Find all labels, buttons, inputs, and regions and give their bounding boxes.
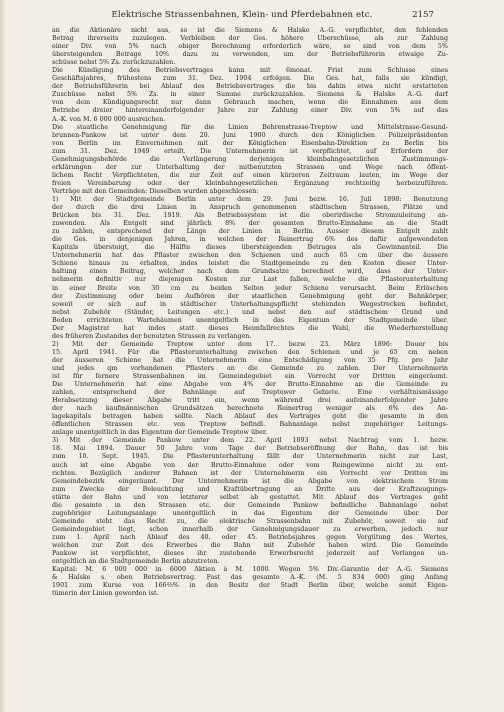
text-line: Gemeinde steht das Recht zu, die elektrische Strassenbahn mit Zubehör, soweit sie auf: [52, 517, 448, 525]
text-line: Verträge mit den Gemeinden: Dieselben wurden abgeschlossen:: [52, 187, 259, 195]
text-line: an die Aktionäre nicht aus, so ist die Siemens & Halske A.-G. verpflichtet, den fehlenden: [52, 27, 448, 34]
text-line: zu zahlen, entsprechend der Länge der Linien in Berlin. Ausser diesem Entgelt zahlt: [52, 228, 448, 236]
text-line: A.-K. von M. 6 000 000 ausreichen.: [52, 115, 166, 123]
text-line: und jedes qm vorhandenen Pflasters an die Gemeinde zu zahlen. Der Unternehmerin: [52, 364, 448, 372]
text-line: Gemeindebezirk eingeräumt. Der Unternehmerin ist die Abgabe von elektrischem Strom: [52, 477, 448, 485]
body-text: [52, 27, 448, 598]
text-line: einer Div. von 5% nach obiger Berechnung erforderlich wäre, so sind von dem 5%: [52, 43, 448, 51]
running-header: Elektrische Strassenbahnen, Klein- und Pferdebahnen etc.: [111, 10, 373, 20]
text-line: anlage unentgeltlich in das Eigentum der Gemeinde Treptow über.: [52, 429, 268, 437]
text-line: der nach kaufmännischen Grundsätzen berechnete Reinertrag weniger als 6% des An-: [52, 405, 448, 413]
text-line: Zuschüsse nebst 5% Zs. in einer Summe zurückzuzahlen. Siemens & Halske A.-G. darf: [52, 91, 448, 99]
text-line: erklärungen der zur Unterhaltung der mitbenutzten Strassen und Wege nach öffent-: [52, 163, 448, 171]
text-line: Der Magistrat hat indes statt dieses Heimfallrechtes die Wahl, die Wiederherstellung: [52, 324, 448, 332]
text-line: schüsse nebst 5% Zs. zurückzuzahlen.: [52, 59, 176, 67]
text-line: Betriebe dreier hintereinanderfolgender Jahre zur Zahlung einer Div. von 5% auf das: [52, 107, 448, 115]
text-line: Die Unternehmerin hat eine Abgabe von 4% der Brutto-Einnahme an die Gemeinde zu: [52, 381, 448, 389]
text-line: der äusseren Schiene hat die Unternehmerin eine Entschädigung von 35 Pfg. pro Jahr: [52, 356, 448, 364]
text-line: zum 31. Dez. 1949 erteilt. Die Unternehmerin ist verpflichtet, auf Erfordern der: [52, 147, 448, 155]
text-line: soweit er sich auf in städtischer Unterhaltungspflicht stehenden Wegestrecken befindet,: [52, 300, 448, 308]
text-line: Pankow ist verpflichtet, dieses ihr zustehende Erwerbsrecht jederzeit auf Verlangen un-: [52, 550, 448, 558]
text-line: Unternehmerin hat das Pflaster zwischen den Schienen und auch 65 cm über die äussere: [52, 252, 448, 260]
text-line: Gemeindegebiet liegt, schon innerhalb der Genehmigungsdauer zu erwerben, jedoch nur: [52, 525, 448, 533]
text-line: öffentlichen Strassen etc. von Treptow befindl. Bahnanlage nebst zugehöriger Leitungs-: [52, 421, 448, 429]
text-line: lagekapitals betragen haben sollte. Nach Ablauf des Vertrages geht die gesamte in den: [52, 413, 448, 421]
text-line: Schiene hinaus zu erhalten, indes leistet die Stadtgemeinde zu den Kosten dieser Unter-: [52, 260, 448, 268]
text-line: 2) Mit der Gemeinde Treptow unter dem 17. bezw. 23. März 1896: Dauer bis: [52, 340, 448, 348]
text-line: welchen zur Zeit des Erwerbes die Bahn mit Zubehör haben wird. Die Gemeinde: [52, 542, 448, 549]
text-line: 15. April 1941. Für die Pflasterunterhaltung zwischen den Schienen und je 65 cm neben: [52, 348, 448, 356]
text-line: Geschäftsjahres, frühestens zum 31. Dez. 1904 erfolgen. Die Ges. hat, falls sie kündigt,: [52, 75, 448, 83]
text-line: Die Kündigung des Betriebsvertrages kann mit 6monat. Frist zum Schlusse eines: [52, 67, 448, 75]
text-line: ist für fernere Strassenbahnen im Gemeindegebiet ein Vorrecht vor Dritten eingeräumt.: [52, 373, 448, 381]
text-line: die gesamte in den Strassen etc. der Gemeinde Pankow befindliche Bahnanlage nebst: [52, 501, 448, 509]
text-line: von dem Kündigungsrecht nur dann Gebrauch machen, wenn die Einnahmen aus dem: [52, 99, 448, 107]
text-line: nehmerin definitiv nur diejenigen Kosten zur Last fallen, welche die Pflasterunterhaltung: [52, 276, 448, 284]
text-line: von Berlin im Einvernehmen mit der Königlichen Eisenbahn-Direktion zu Berlin bis: [52, 139, 448, 147]
text-line: & Halske s. oben Betriebsvertrag. Fast das gesamte A.-K. (M. 5 834 000) ging Anfang: [52, 574, 448, 582]
text-line: Boden errichteten Wartehäumen unentgeltlich in das Eigentum der Stadtgemeinde über.: [52, 316, 448, 324]
text-line: Kapitals übersteigt, die Hälfte dieses übersteigenden Betrages als Gewinnanteil. Die: [52, 244, 448, 252]
text-line: auch ist eine Abgabe von der Brutto-Einnahme oder vom Reingewinne nicht zu ent-: [52, 461, 448, 469]
page-binding-edge: [0, 0, 6, 712]
text-line: des früheren Zustandes der benutzten Strassen zu verlangen.: [52, 332, 252, 340]
text-line: nebst Zubehör (Ständer, Leitungen etc.) und nebst den auf städtischem Grund und: [52, 308, 448, 316]
text-line: Kapital: M. 6 000 000 in 6000 Aktien à M. 1000. Wegen 5% Div.-Garantie der A.-G. Siemens: [52, 566, 448, 574]
text-line: Die staatliche Genehmigung für die Linien Behrenstrasse-Treptow und Mittelstrasse-Gesund-: [52, 123, 448, 131]
text-line: brunnen-Pankow ist unter dem 20. Juni 1900 durch den Königlichen Polizeipräsidenten: [52, 131, 448, 139]
text-line: Brücken bis 31. Dez. 1919. Als Betriebssystem ist die oberirdische Stromzuleitung an-: [52, 212, 448, 220]
text-line: tümerin der Linien geworden ist.: [52, 590, 159, 598]
text-line: zahlen, entsprechend der Bahnlänge auf Treptower Gebiete. Eine verhältnismässige: [52, 389, 448, 397]
text-line: stätte der Bahn und von letzterer selbst ab gestattet. Mit Ablauf des Vertrages geht: [52, 493, 448, 501]
text-line: haltung einen Beitrag, welcher nach dem Grundsatze berechnet wird, dass der Unter-: [52, 268, 448, 276]
text-line: 1) Mit der Stadtgemeinde Berlin unter dem 29. Juni bezw. 16. Juli 1898: Benutzung: [52, 195, 448, 203]
text-line: richten. Bezüglich anderer Bahnen ist der Unternehmerin ein Vorrecht vor Dritten im: [52, 469, 448, 477]
text-line: 1901 zum Kurse von 166⅔% in den Besitz der Stadt Berlin über, welche somit Eigen-: [52, 582, 448, 590]
text-line: zum 1. April nach Ablauf des 40. oder 45. Betriebsjahres gegen Vergütung des Wertes,: [52, 533, 448, 541]
text-line: in einer Breite von 30 cm zu beiden Seiten jeder Schiene verursacht. Beim Erlöschen: [52, 284, 448, 292]
text-line: 3) Mit der Gemeinde Pankow unter dem 22. April 1893 nebst Nachtrag vom 1. bezw.: [52, 437, 448, 445]
text-line: zum Zwecke der Beleuchtung und Kraftübertragung an Dritte aus der Kraftzeugungs-: [52, 485, 448, 493]
text-line: der Zustimmung oder beim Aufhören der staatlichen Genehmigung geht der Bahnkörper,: [52, 292, 448, 300]
text-line: zuwenden. Als Entgelt sind jährlich 8% der gesamten Brutto-Einnahme an die Stadt: [52, 220, 448, 228]
text-line: zum 10. Sept. 1945. Die Pflasterunterhaltung fällt der Unternehmerin nicht zur Last,: [52, 453, 448, 461]
text-line: entgeltlich an die Stadtgemeinde Berlin abzutreten.: [52, 558, 220, 566]
page-number: 2157: [412, 10, 434, 20]
text-line: zugehöriger Leitungsanlage unentgeltlich in das Eigentum der Gemeinde über. Der: [52, 509, 448, 517]
text-line: der durch die drei Linien in Anspruch genommenen städtischen Strassen, Plätze und: [52, 204, 448, 212]
text-line: freien Vereinbarung oder der kleinbahngesetzlichen Ergänzung rechtzeitig herbeizuführen.: [52, 179, 448, 187]
text-line: der Betriebsführerin bei Ablauf des Betriebsvertrages die bis dahin etwa nicht erstatteten: [52, 83, 448, 91]
text-line: Betrag ihrerseits zuzulegen. Verbleiben der Ges. höhere Überschüsse, als zur Zahlung: [52, 35, 448, 43]
text-line: lichem Recht Verpflichteten, die zur Zeit auf einen kürzeren Zeitraum lauten, im Wege der: [52, 171, 448, 179]
text-line: 18. Mai 1894. Dauer 50 Jahre vom Tage der Betriebseröffnung der Bahn, das ist bis: [52, 445, 448, 453]
text-line: Herabsetzung dieser Abgabe tritt ein, wenn während drei aufeinanderfolgender Jahre: [52, 397, 448, 405]
text-line: die Ges. in denjenigen Jahren, in welchen der Reinertrag 6% des dafür aufgewendeten: [52, 236, 448, 244]
text-line: übersteigenden Betrage 10% dazu zu verwenden, um der Betriebsführerin etwaige Zu-: [52, 51, 448, 59]
text-line: Genehmigungsbehörde die Verlängerung derjenigen kleinbahngesetzlichen Zustimmungs-: [52, 155, 448, 163]
